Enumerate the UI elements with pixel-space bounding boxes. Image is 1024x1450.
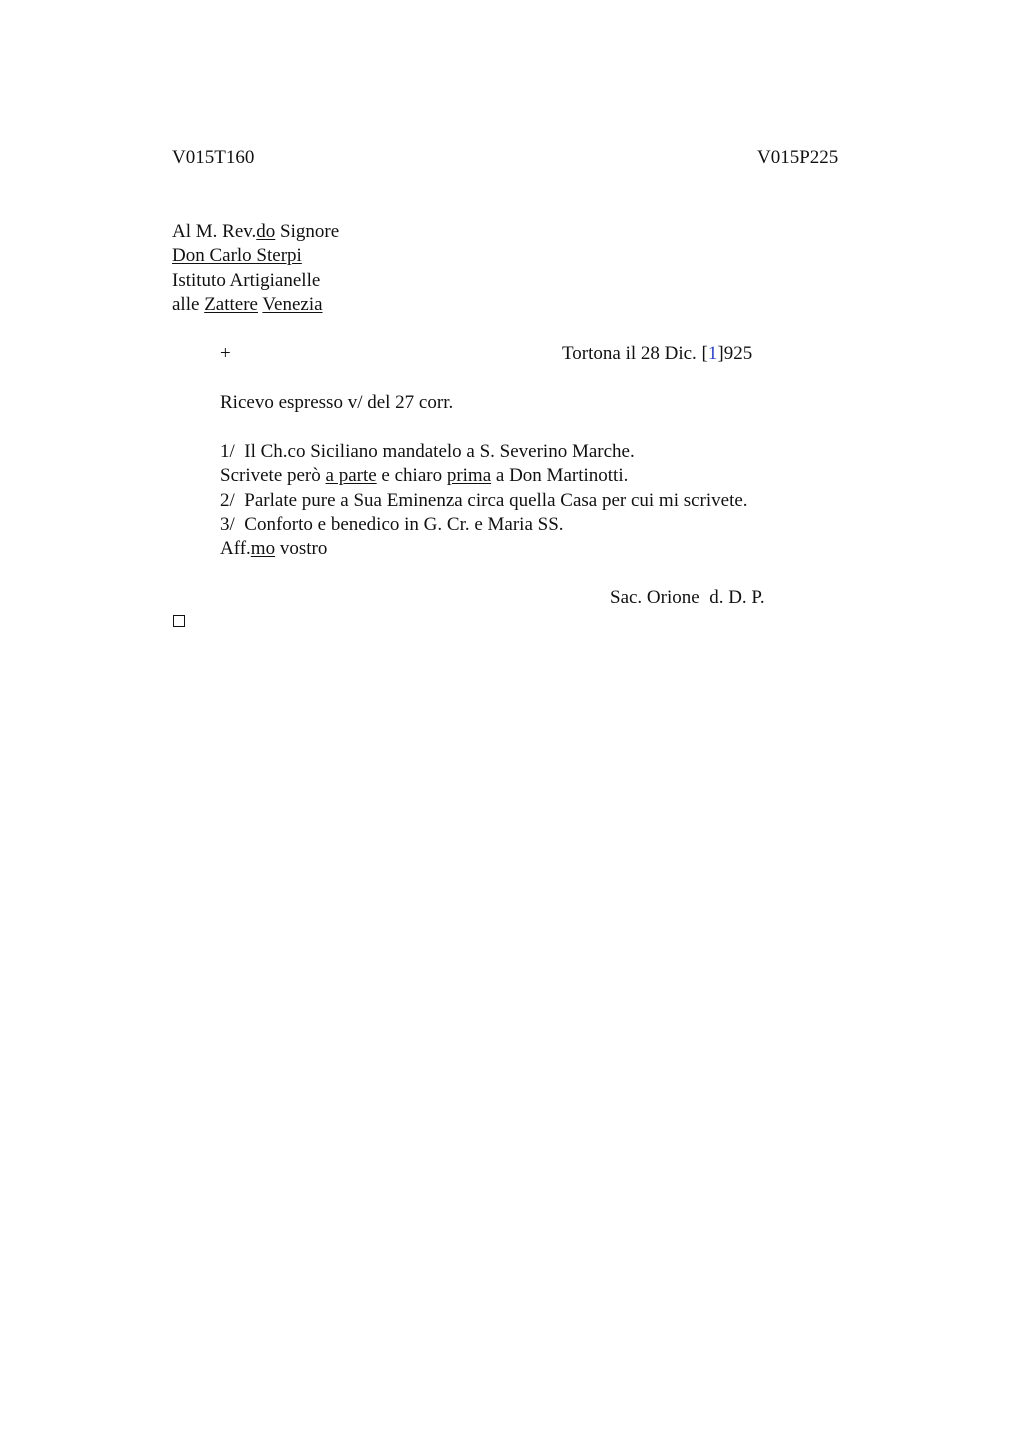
address-zattere: Zattere [204, 294, 258, 315]
address-line-1: Al M. Rev.do Signore [172, 221, 340, 242]
closing: Aff.mo vostro [220, 538, 328, 559]
address-institute: Istituto Artigianelle [172, 270, 321, 291]
body-item-1-continued: Scrivete però a parte e chiaro prima a Don Martinotti. [220, 465, 629, 486]
address-venezia: Venezia [262, 294, 323, 315]
address-line-4: alle Zattere Venezia [172, 294, 323, 315]
cross-symbol: + [220, 343, 231, 364]
archive-code-left: V015T160 [172, 147, 255, 168]
body-item-2: 2/ Parlate pure a Sua Eminenza circa quella Casa per cui mi scrivete. [220, 490, 748, 511]
body-item-3: 3/ Conforto e benedico in G. Cr. e Maria SS. [220, 514, 564, 535]
underlined-prima: prima [446, 465, 492, 486]
body-intro: Ricevo espresso v/ del 27 corr. [220, 392, 454, 413]
place-date: Tortona il 28 Dic. [1]925 [562, 343, 753, 364]
editorial-year-digit: 1 [707, 343, 718, 364]
address-recipient-name: Don Carlo Sterpi [172, 245, 302, 266]
closing-abbrev-underlined: mo [250, 538, 276, 559]
underlined-a-parte: a parte [325, 465, 377, 486]
archive-code-right: V015P225 [757, 147, 839, 168]
end-of-document-box-icon [173, 615, 185, 627]
body-item-1: 1/ Il Ch.co Siciliano mandatelo a S. Severino Marche. [220, 441, 635, 462]
address-abbrev-underlined: do [256, 221, 276, 242]
signature: Sac. Orione d. D. P. [610, 587, 765, 608]
